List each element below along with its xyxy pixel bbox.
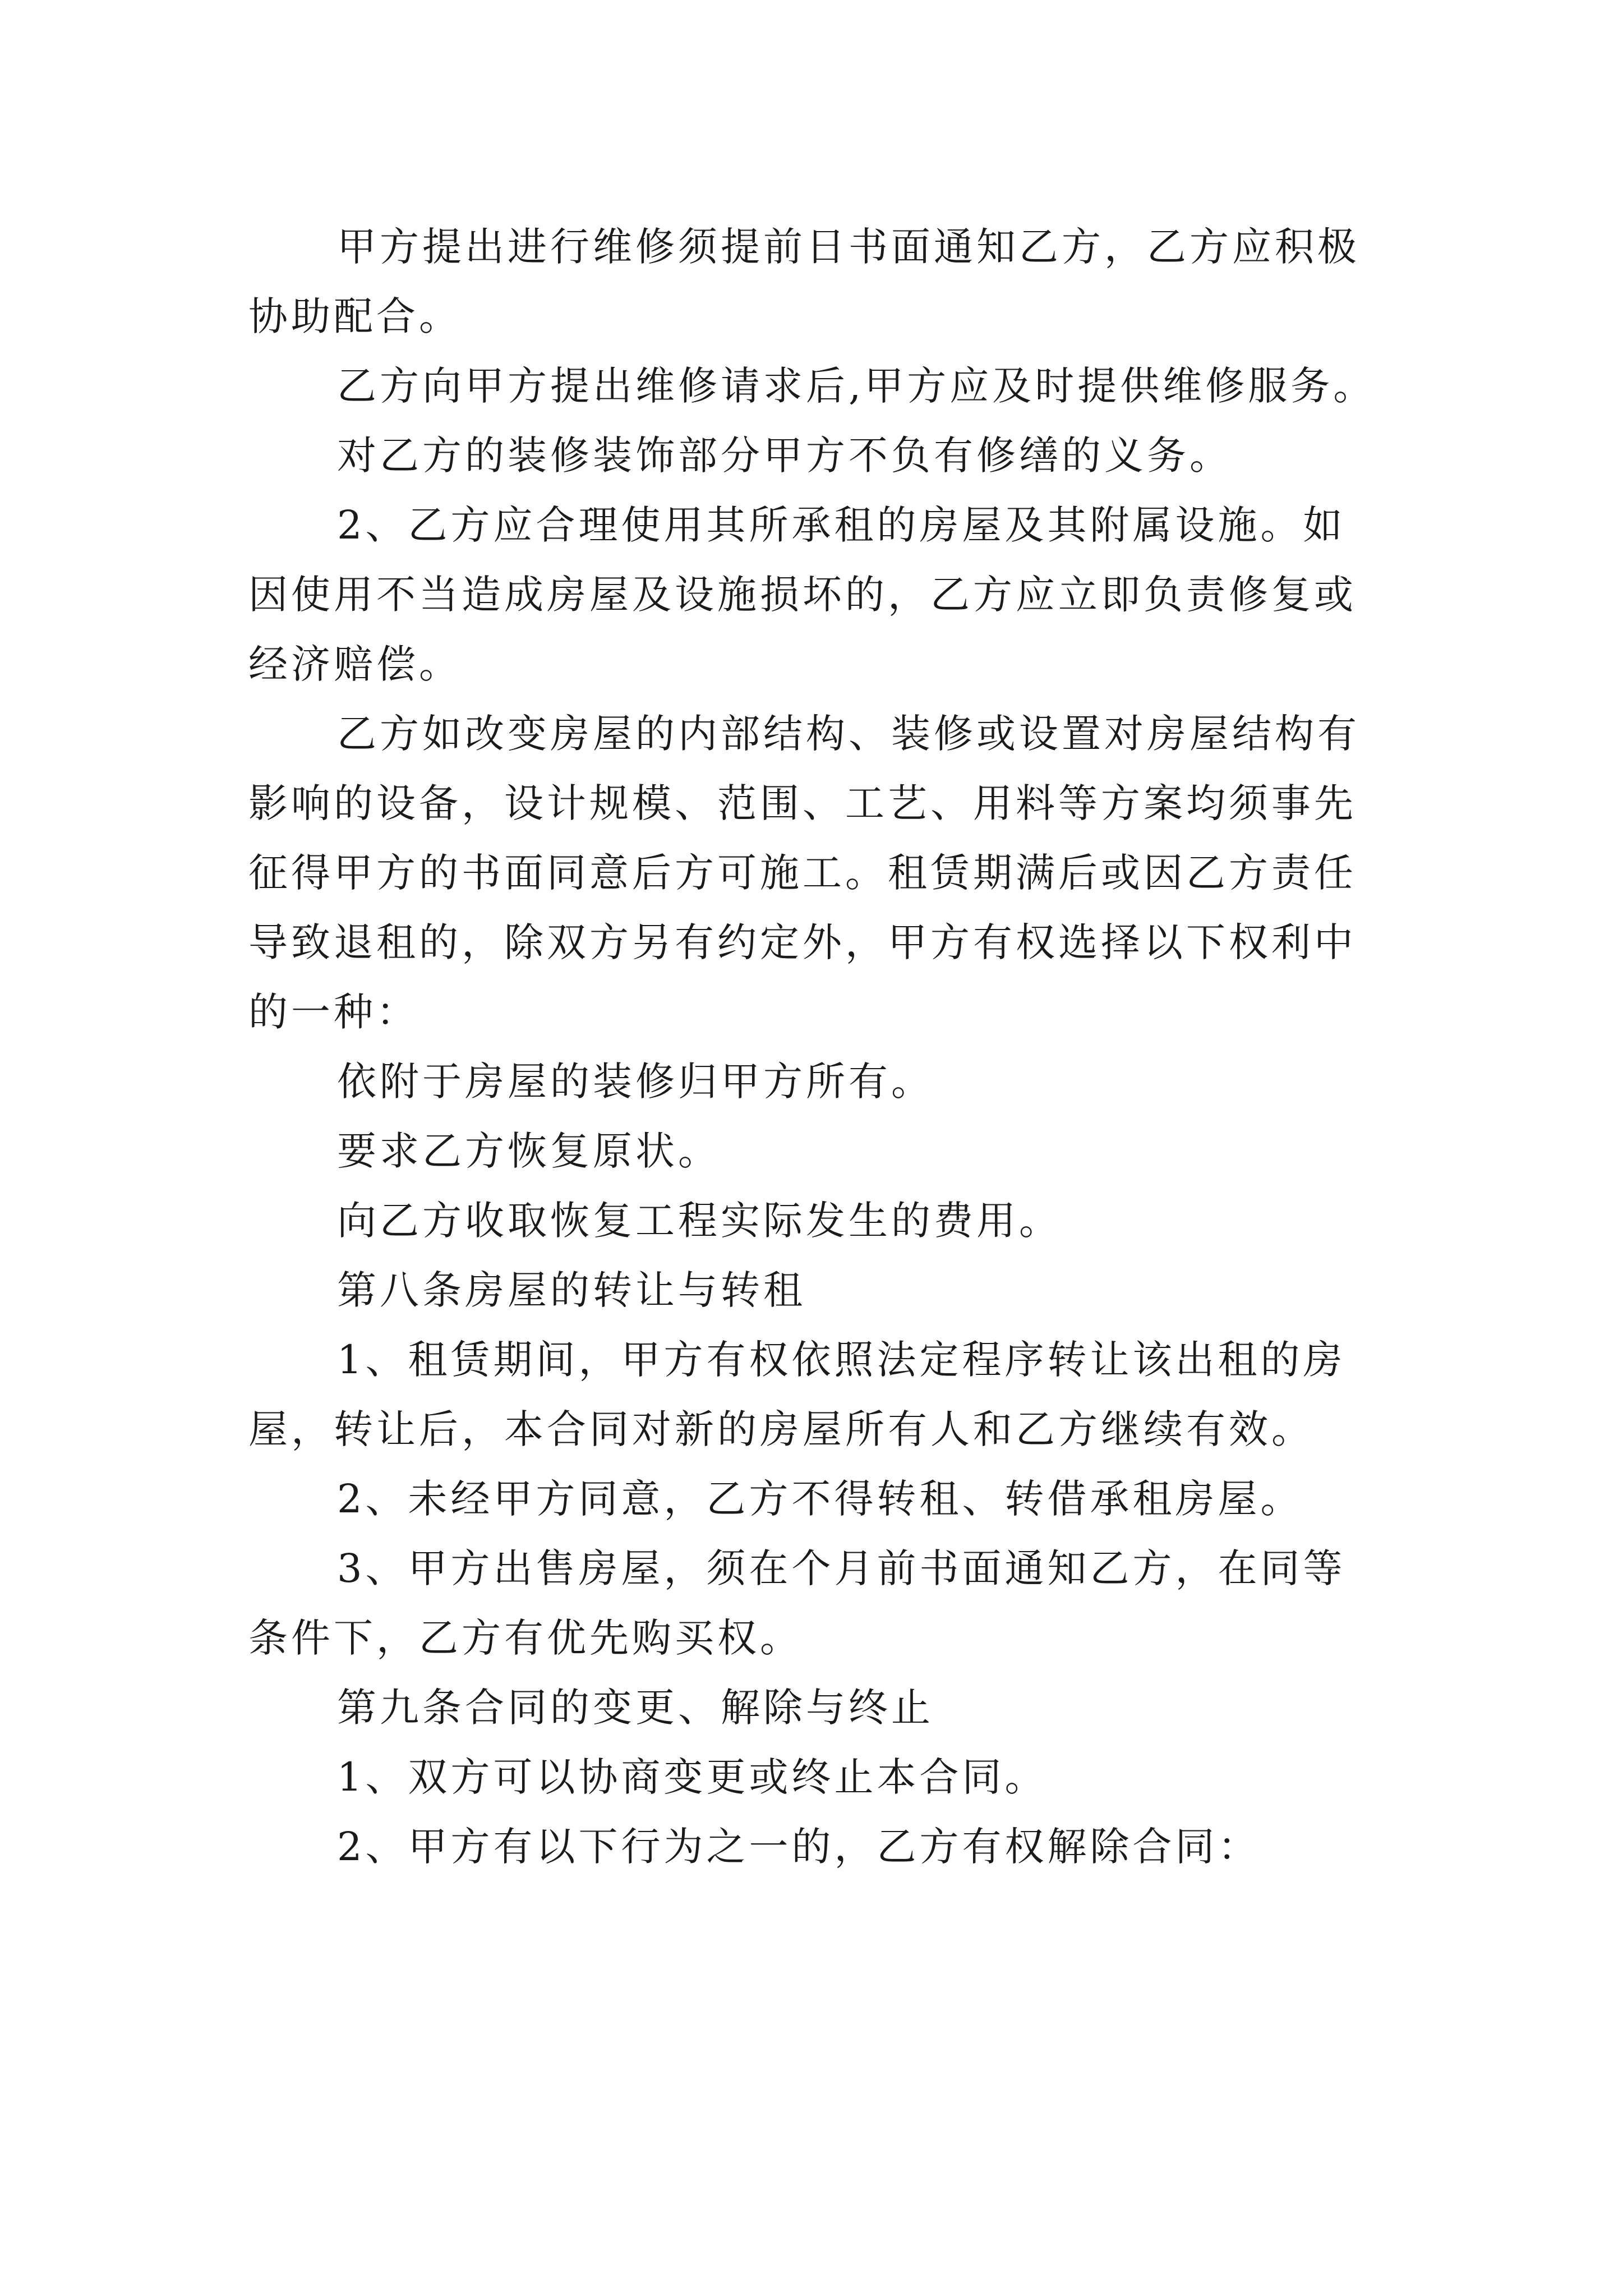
text-line: 因使用不当造成房屋及设施损坏的，乙方应立即负责修复或 — [248, 572, 1357, 618]
text-line: 导致退租的，除双方另有约定外，甲方有权选择以下权利中 — [248, 919, 1357, 965]
text-line: 1、双方可以协商变更或终止本合同。 — [337, 1754, 1048, 1800]
section-heading: 第九条合同的变更、解除与终止 — [337, 1685, 934, 1731]
document-body — [248, 212, 1437, 1881]
text-line: 3、甲方出售房屋，须在个月前书面通知乙方，在同等 — [337, 1545, 1346, 1591]
text-line: 屋，转让后，本合同对新的房屋所有人和乙方继续有效。 — [248, 1406, 1314, 1452]
text-line: 乙方向甲方提出维修请求后,甲方应及时提供维修服务。 — [337, 363, 1376, 409]
text-line: 要求乙方恢复原状。 — [337, 1128, 721, 1174]
text-line: 的一种： — [248, 989, 419, 1035]
text-line: 甲方提出进行维修须提前日书面通知乙方，乙方应积极 — [337, 224, 1360, 270]
text-line: 征得甲方的书面同意后方可施工。租赁期满后或因乙方责任 — [248, 850, 1357, 896]
text-line: 2、乙方应合理使用其所承租的房屋及其附属设施。如 — [337, 502, 1346, 548]
text-line: 影响的设备，设计规模、范围、工艺、用料等方案均须事先 — [248, 780, 1357, 826]
text-line: 协助配合。 — [248, 293, 462, 339]
text-line: 依附于房屋的装修归甲方所有。 — [337, 1059, 934, 1105]
text-line: 2、甲方有以下行为之一的，乙方有权解除合同： — [337, 1824, 1261, 1870]
text-line: 乙方如改变房屋的内部结构、装修或设置对房屋结构有 — [337, 711, 1360, 757]
text-line: 向乙方收取恢复工程实际发生的费用。 — [337, 1198, 1062, 1244]
text-line: 对乙方的装修装饰部分甲方不负有修缮的义务。 — [337, 432, 1232, 478]
text-line: 2、未经甲方同意，乙方不得转租、转借承租房屋。 — [337, 1476, 1303, 1522]
text-line: 1、租赁期间，甲方有权依照法定程序转让该出租的房 — [337, 1337, 1346, 1383]
text-line: 条件下，乙方有优先购买权。 — [248, 1615, 803, 1661]
section-heading: 第八条房屋的转让与转租 — [337, 1267, 806, 1313]
text-line: 经济赔偿。 — [248, 641, 462, 687]
